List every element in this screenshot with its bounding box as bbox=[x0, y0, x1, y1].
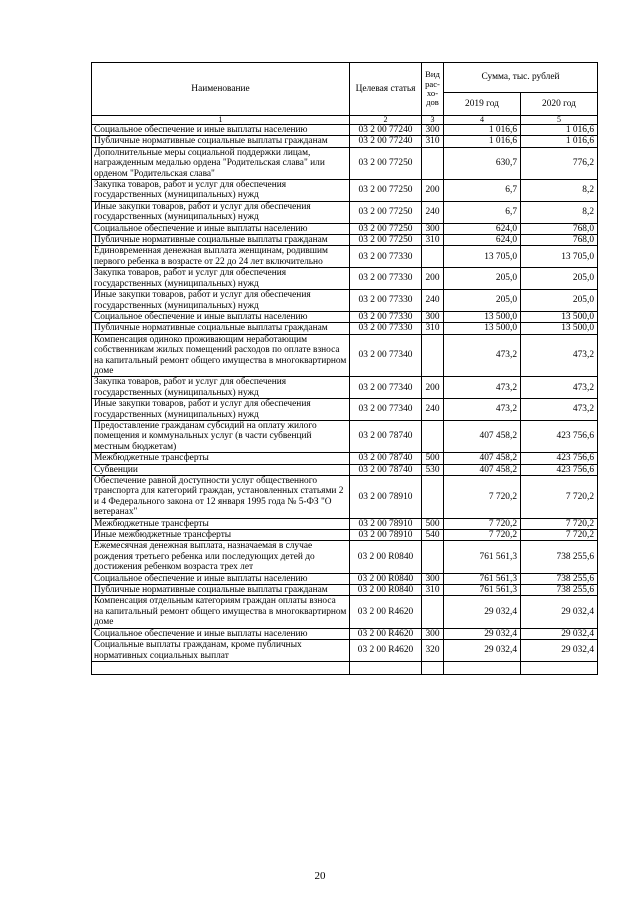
table-row bbox=[92, 399, 598, 421]
row-2020: 738 255,6 bbox=[521, 573, 598, 584]
row-2019: 1 016,6 bbox=[444, 136, 521, 147]
row-name: Публичные нормативные социальные выплаты гражданам bbox=[92, 235, 350, 246]
row-name: Публичные нормативные социальные выплаты гражданам bbox=[92, 585, 350, 596]
row-name: Межбюджетные трансферты bbox=[92, 453, 350, 464]
row-name: Иные закупки товаров, работ и услуг для обеспечения государственных (муниципальных) нужд bbox=[92, 399, 350, 421]
row-code: 03 2 00 77240 bbox=[350, 136, 422, 147]
row-name: Социальное обеспечение и иные выплаты населению bbox=[92, 223, 350, 234]
row-name: Дополнительные меры социальной поддержки лицам, награжденным медалью ордена "Родительская слава" или орденом "Родительская слава" bbox=[92, 147, 350, 179]
empty-cell bbox=[521, 661, 598, 674]
empty-cell bbox=[444, 661, 521, 674]
row-2020: 1 016,6 bbox=[521, 136, 598, 147]
index-row bbox=[92, 116, 598, 125]
table-row bbox=[92, 453, 598, 464]
row-2019: 473,2 bbox=[444, 377, 521, 399]
row-name: Социальное обеспечение и иные выплаты населению bbox=[92, 628, 350, 639]
row-2019: 630,7 bbox=[444, 147, 521, 179]
index-cell: 4 bbox=[444, 116, 521, 125]
header-sum: Сумма, тыс. рублей bbox=[444, 63, 598, 93]
empty-cell bbox=[92, 661, 350, 674]
table-row bbox=[92, 180, 598, 202]
row-vid: 300 bbox=[422, 628, 444, 639]
row-vid: 310 bbox=[422, 235, 444, 246]
row-2019: 473,2 bbox=[444, 334, 521, 377]
table-row bbox=[92, 334, 598, 377]
row-2019: 7 720,2 bbox=[444, 518, 521, 529]
empty-row bbox=[92, 661, 598, 674]
row-code: 03 2 00 78910 bbox=[350, 530, 422, 541]
row-code: 03 2 00 77250 bbox=[350, 235, 422, 246]
row-code: 03 2 00 77340 bbox=[350, 334, 422, 377]
index-cell: 3 bbox=[422, 116, 444, 125]
row-vid bbox=[422, 541, 444, 573]
table-row bbox=[92, 585, 598, 596]
table-row bbox=[92, 246, 598, 268]
row-name: Компенсация одиноко проживающим неработающим собственникам жилых помещений расходов по оплате взноса на капитальный ремонт общего имущества в многоквартирном доме bbox=[92, 334, 350, 377]
row-code: 03 2 00 77330 bbox=[350, 246, 422, 268]
row-vid: 310 bbox=[422, 136, 444, 147]
row-2020: 13 500,0 bbox=[521, 311, 598, 322]
row-code: 03 2 00 77240 bbox=[350, 125, 422, 136]
table-row bbox=[92, 573, 598, 584]
row-vid: 200 bbox=[422, 268, 444, 290]
row-2020: 13 500,0 bbox=[521, 323, 598, 334]
row-vid: 300 bbox=[422, 311, 444, 322]
row-vid: 240 bbox=[422, 399, 444, 421]
table-row bbox=[92, 640, 598, 662]
row-2019: 761 561,3 bbox=[444, 573, 521, 584]
table-row bbox=[92, 628, 598, 639]
row-name: Закупка товаров, работ и услуг для обеспечения государственных (муниципальных) нужд bbox=[92, 180, 350, 202]
row-name: Закупка товаров, работ и услуг для обеспечения государственных (муниципальных) нужд bbox=[92, 268, 350, 290]
row-2019: 407 458,2 bbox=[444, 420, 521, 452]
row-2019: 7 720,2 bbox=[444, 476, 521, 519]
row-vid bbox=[422, 246, 444, 268]
table-row bbox=[92, 541, 598, 573]
row-vid: 300 bbox=[422, 223, 444, 234]
row-name: Публичные нормативные социальные выплаты гражданам bbox=[92, 323, 350, 334]
row-2019: 29 032,4 bbox=[444, 628, 521, 639]
table-row bbox=[92, 323, 598, 334]
row-code: 03 2 00 77340 bbox=[350, 377, 422, 399]
row-2020: 423 756,6 bbox=[521, 453, 598, 464]
row-2019: 624,0 bbox=[444, 235, 521, 246]
row-vid bbox=[422, 147, 444, 179]
row-vid: 310 bbox=[422, 323, 444, 334]
row-vid: 540 bbox=[422, 530, 444, 541]
row-code: 03 2 00 78740 bbox=[350, 464, 422, 475]
row-2020: 738 255,6 bbox=[521, 585, 598, 596]
row-name: Социальное обеспечение и иные выплаты населению bbox=[92, 573, 350, 584]
row-2020: 8,2 bbox=[521, 201, 598, 223]
row-2020: 205,0 bbox=[521, 290, 598, 312]
row-vid: 200 bbox=[422, 377, 444, 399]
row-name: Социальные выплаты гражданам, кроме публичных нормативных социальных выплат bbox=[92, 640, 350, 662]
row-2019: 7 720,2 bbox=[444, 530, 521, 541]
row-2020: 423 756,6 bbox=[521, 420, 598, 452]
row-2020: 1 016,6 bbox=[521, 125, 598, 136]
row-vid: 500 bbox=[422, 453, 444, 464]
row-2019: 205,0 bbox=[444, 290, 521, 312]
row-name: Иные закупки товаров, работ и услуг для обеспечения государственных (муниципальных) нужд bbox=[92, 201, 350, 223]
index-cell: 1 bbox=[92, 116, 350, 125]
row-code: 03 2 00 R4620 bbox=[350, 628, 422, 639]
table-row bbox=[92, 420, 598, 452]
table-row bbox=[92, 476, 598, 519]
table-row bbox=[92, 147, 598, 179]
row-2020: 423 756,6 bbox=[521, 464, 598, 475]
table-row bbox=[92, 268, 598, 290]
row-vid: 300 bbox=[422, 125, 444, 136]
row-2020: 29 032,4 bbox=[521, 628, 598, 639]
row-code: 03 2 00 78910 bbox=[350, 518, 422, 529]
header-vid: Вид рас-хо-дов bbox=[422, 63, 444, 116]
row-name: Иные межбюджетные трансферты bbox=[92, 530, 350, 541]
row-2019: 29 032,4 bbox=[444, 640, 521, 662]
row-code: 03 2 00 77250 bbox=[350, 180, 422, 202]
row-2019: 29 032,4 bbox=[444, 596, 521, 628]
table-row bbox=[92, 518, 598, 529]
row-2019: 13 500,0 bbox=[444, 311, 521, 322]
row-vid: 300 bbox=[422, 573, 444, 584]
row-2020: 13 705,0 bbox=[521, 246, 598, 268]
row-code: 03 2 00 78910 bbox=[350, 476, 422, 519]
row-name: Иные закупки товаров, работ и услуг для обеспечения государственных (муниципальных) нужд bbox=[92, 290, 350, 312]
table-row bbox=[92, 530, 598, 541]
table-row bbox=[92, 223, 598, 234]
row-2020: 7 720,2 bbox=[521, 530, 598, 541]
table-row bbox=[92, 125, 598, 136]
table-row bbox=[92, 290, 598, 312]
row-name: Единовременная денежная выплата женщинам, родившим первого ребенка в возрасте от 22 до 24 лет включительно bbox=[92, 246, 350, 268]
row-code: 03 2 00 R4620 bbox=[350, 640, 422, 662]
header-code: Целевая статья bbox=[350, 63, 422, 116]
row-code: 03 2 00 77250 bbox=[350, 223, 422, 234]
row-code: 03 2 00 R0840 bbox=[350, 541, 422, 573]
row-code: 03 2 00 R0840 bbox=[350, 585, 422, 596]
row-name: Социальное обеспечение и иные выплаты населению bbox=[92, 125, 350, 136]
table-row bbox=[92, 464, 598, 475]
row-2020: 768,0 bbox=[521, 235, 598, 246]
row-code: 03 2 00 78740 bbox=[350, 420, 422, 452]
row-2020: 473,2 bbox=[521, 334, 598, 377]
row-2020: 8,2 bbox=[521, 180, 598, 202]
row-2019: 407 458,2 bbox=[444, 453, 521, 464]
row-vid: 240 bbox=[422, 290, 444, 312]
row-vid: 200 bbox=[422, 180, 444, 202]
row-2020: 738 255,6 bbox=[521, 541, 598, 573]
table-row bbox=[92, 235, 598, 246]
header-2020: 2020 год bbox=[521, 93, 598, 116]
row-code: 03 2 00 77250 bbox=[350, 201, 422, 223]
row-name: Закупка товаров, работ и услуг для обеспечения государственных (муниципальных) нужд bbox=[92, 377, 350, 399]
header-2019: 2019 год bbox=[444, 93, 521, 116]
row-vid bbox=[422, 596, 444, 628]
table-body bbox=[92, 125, 598, 675]
page-number: 20 bbox=[314, 870, 326, 882]
row-vid bbox=[422, 334, 444, 377]
row-2019: 6,7 bbox=[444, 201, 521, 223]
row-2019: 624,0 bbox=[444, 223, 521, 234]
row-vid bbox=[422, 420, 444, 452]
row-code: 03 2 00 77250 bbox=[350, 147, 422, 179]
row-name: Обеспечение равной доступности услуг общественного транспорта для категорий граждан, установленных статьями 2 и 4 Федерального закона от 12 января 1995 года № 5-ФЗ "О ветеранах" bbox=[92, 476, 350, 519]
row-code: 03 2 00 77330 bbox=[350, 268, 422, 290]
empty-cell bbox=[350, 661, 422, 674]
index-cell: 2 bbox=[350, 116, 422, 125]
row-code: 03 2 00 R4620 bbox=[350, 596, 422, 628]
row-2019: 761 561,3 bbox=[444, 541, 521, 573]
row-2020: 7 720,2 bbox=[521, 518, 598, 529]
table-row bbox=[92, 377, 598, 399]
row-vid: 500 bbox=[422, 518, 444, 529]
row-2019: 473,2 bbox=[444, 399, 521, 421]
row-code: 03 2 00 77330 bbox=[350, 323, 422, 334]
row-code: 03 2 00 78740 bbox=[350, 453, 422, 464]
row-2020: 776,2 bbox=[521, 147, 598, 179]
row-name: Межбюджетные трансферты bbox=[92, 518, 350, 529]
row-2020: 7 720,2 bbox=[521, 476, 598, 519]
table-row bbox=[92, 201, 598, 223]
row-name: Публичные нормативные социальные выплаты гражданам bbox=[92, 136, 350, 147]
header-name: Наименование bbox=[92, 63, 350, 116]
row-2020: 29 032,4 bbox=[521, 596, 598, 628]
row-2019: 13 500,0 bbox=[444, 323, 521, 334]
row-code: 03 2 00 77330 bbox=[350, 311, 422, 322]
row-name: Социальное обеспечение и иные выплаты населению bbox=[92, 311, 350, 322]
row-2020: 29 032,4 bbox=[521, 640, 598, 662]
index-cell: 5 bbox=[521, 116, 598, 125]
row-code: 03 2 00 R0840 bbox=[350, 573, 422, 584]
row-2020: 768,0 bbox=[521, 223, 598, 234]
table-row bbox=[92, 596, 598, 628]
row-name: Предоставление гражданам субсидий на оплату жилого помещения и коммунальных услуг (в части субвенций местным бюджетам) bbox=[92, 420, 350, 452]
row-2019: 6,7 bbox=[444, 180, 521, 202]
row-vid: 320 bbox=[422, 640, 444, 662]
row-code: 03 2 00 77340 bbox=[350, 399, 422, 421]
table-row bbox=[92, 311, 598, 322]
row-2019: 13 705,0 bbox=[444, 246, 521, 268]
row-code: 03 2 00 77330 bbox=[350, 290, 422, 312]
table-row bbox=[92, 136, 598, 147]
row-vid: 530 bbox=[422, 464, 444, 475]
row-2020: 205,0 bbox=[521, 268, 598, 290]
row-2019: 1 016,6 bbox=[444, 125, 521, 136]
row-2019: 205,0 bbox=[444, 268, 521, 290]
row-2019: 407 458,2 bbox=[444, 464, 521, 475]
row-vid bbox=[422, 476, 444, 519]
row-name: Компенсация отдельным категориям граждан оплаты взноса на капитальный ремонт общего имущества в многоквартирном доме bbox=[92, 596, 350, 628]
row-2019: 761 561,3 bbox=[444, 585, 521, 596]
row-vid: 240 bbox=[422, 201, 444, 223]
row-vid: 310 bbox=[422, 585, 444, 596]
budget-table bbox=[91, 62, 598, 675]
row-2020: 473,2 bbox=[521, 377, 598, 399]
row-2020: 473,2 bbox=[521, 399, 598, 421]
row-name: Ежемесячная денежная выплата, назначаемая в случае рождения третьего ребенка или последующих детей до достижения ребенком возраста трех лет bbox=[92, 541, 350, 573]
empty-cell bbox=[422, 661, 444, 674]
row-name: Субвенции bbox=[92, 464, 350, 475]
